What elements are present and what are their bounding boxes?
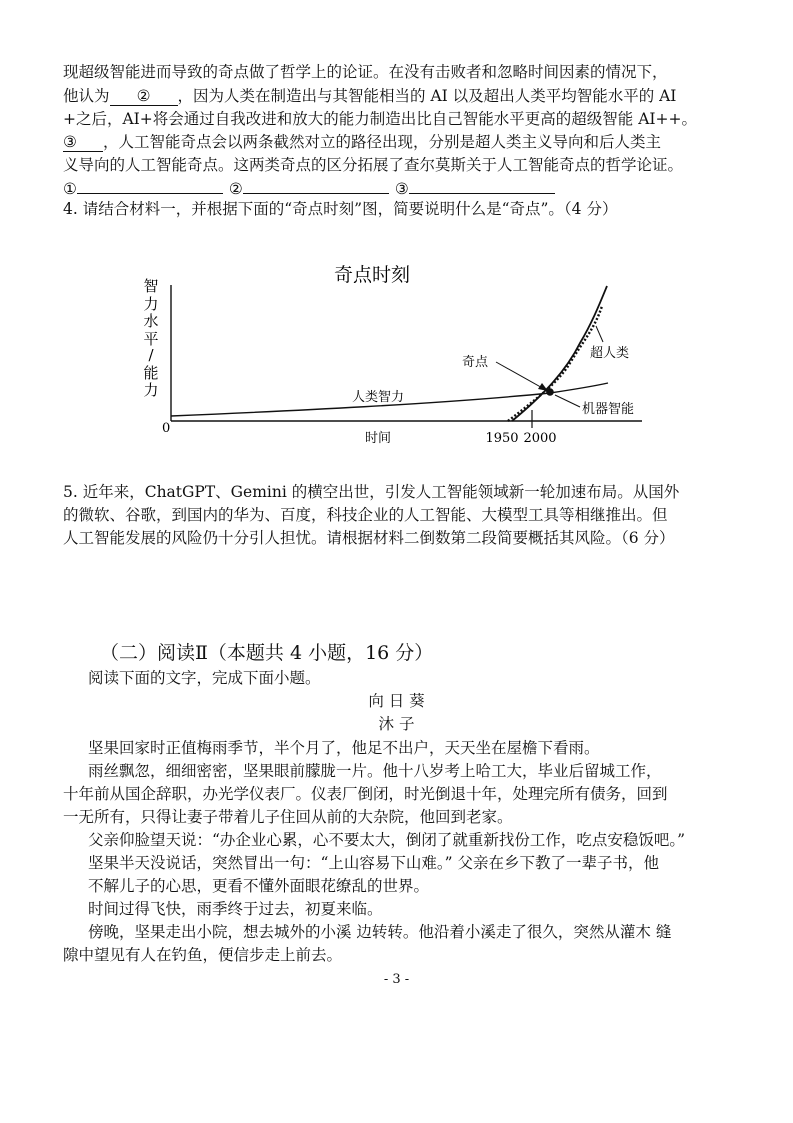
superhuman-label: 超人类 bbox=[590, 346, 630, 361]
story-line: 不解儿子的心思，更看不懂外面眼花缭乱的世界。 bbox=[88, 877, 430, 895]
passage-line-2 bbox=[63, 85, 676, 107]
passage-text: 他认为 bbox=[63, 87, 110, 105]
story-line: 坚果半天没说话，突然冒出一句：“上山容易下山难。” 父亲在乡下教了一辈子书，他 bbox=[88, 854, 660, 872]
tick-label-1950: 1950 bbox=[485, 431, 519, 446]
singularity-point bbox=[546, 388, 554, 396]
story-title: 向 日 葵 bbox=[368, 692, 425, 710]
story-line: 一无所有，只得让妻子带着儿子住回从前的大杂院，他回到老家。 bbox=[63, 808, 513, 826]
y-label-char: 力 bbox=[143, 295, 159, 313]
origin-label: 0 bbox=[162, 421, 171, 436]
machine-pointer bbox=[555, 395, 580, 407]
passage-line-1: 现超级智能进而导致的奇点做了哲学上的论证。在没有击败者和忽略时间因素的情况下， bbox=[63, 63, 668, 81]
blank-3: ③ bbox=[63, 133, 103, 152]
story-line: 十年前从国企辞职，办光学仪表厂。仪表厂倒闭，时光倒退十年，处理完所有债务，回到 bbox=[63, 785, 668, 803]
singularity-arrowhead bbox=[538, 383, 548, 391]
passage-line-4 bbox=[63, 131, 661, 153]
answer-label-3: ③ bbox=[394, 180, 409, 198]
story-line: 父亲仰脸望天说：“办企业心累，心不要太大，倒闭了就重新找份工作，吃点安稳饭吧。” bbox=[88, 831, 686, 849]
y-label-char: / bbox=[148, 346, 154, 364]
question-5-line-1: 5. 近年来，ChatGPT、Gemini 的横空出世，引发人工智能领域新一轮加速布局。从国外 bbox=[63, 483, 680, 501]
question-5-line-3: 人工智能发展的风险仍十分引人担忧。请根据材料二倒数第二段简要概括其风险。（6 分） bbox=[63, 529, 675, 547]
singularity-label: 奇点 bbox=[462, 355, 489, 370]
story-line: 雨丝飘忽，细细密密，坚果眼前朦胧一片。他十八岁考上哈工大，毕业后留城工作， bbox=[88, 762, 662, 780]
question-5-line-2: 的微软、谷歌，到国内的华为、百度，科技企业的人工智能、大模型工具等相继推出。但 bbox=[63, 506, 668, 524]
y-label-char: 平 bbox=[143, 330, 159, 348]
human-intelligence-label: 人类智力 bbox=[352, 390, 405, 405]
y-axis-label bbox=[143, 277, 158, 399]
tick-label-2000: 2000 bbox=[523, 431, 557, 446]
passage-line-5: 义导向的人工智能奇点。这两类奇点的区分拓展了查尔莫斯关于人工智能奇点的哲学论证。 bbox=[63, 156, 684, 174]
story-line: 傍晚，坚果走出小院，想去城外的小溪 边转转。他沿着小溪走了很久，突然从灌木 缝 bbox=[88, 923, 672, 941]
answer-label-2: ② bbox=[228, 180, 243, 198]
answer-label-1: ① bbox=[63, 180, 77, 198]
page-number: - 3 - bbox=[383, 972, 410, 987]
singularity-figure bbox=[140, 258, 660, 453]
answer-blanks bbox=[63, 177, 555, 200]
passage-text: ，因为人类在制造出与其智能相当的 AI 以及超出人类平均智能水平的 AI bbox=[177, 87, 677, 105]
question-4: 4. 请结合材料一，并根据下面的“奇点时刻”图，简要说明什么是“奇点”。（4 分） bbox=[63, 200, 618, 218]
y-label-char: 能 bbox=[143, 364, 159, 382]
blank-2: ② bbox=[110, 87, 178, 106]
superhuman-pointer bbox=[596, 326, 603, 342]
story-line: 坚果回家时正值梅雨季节，半个月了，他足不出户，天天坐在屋檐下看雨。 bbox=[88, 739, 600, 757]
section-instruction: 阅读下面的文字，完成下面小题。 bbox=[88, 669, 321, 687]
story-line: 时间过得飞快，雨季终于过去，初夏来临。 bbox=[88, 900, 383, 918]
passage-text: ，人工智能奇点会以两条截然对立的路径出现，分别是超人类主义导向和后人类主 bbox=[103, 133, 662, 151]
machine-intelligence-label: 机器智能 bbox=[582, 402, 635, 417]
x-axis-label: 时间 bbox=[364, 431, 392, 446]
y-label-char: 智 bbox=[143, 277, 159, 295]
story-author: 沐 子 bbox=[378, 715, 415, 733]
passage-line-3: +之后，AI+将会通过自我改进和放大的能力制造出比自己智能水平更高的超级智能 AI++。 bbox=[63, 110, 698, 128]
singularity-pointer bbox=[496, 362, 546, 390]
y-label-char: 水 bbox=[143, 312, 159, 330]
answer-blank-1[interactable] bbox=[77, 177, 223, 194]
answer-blank-3[interactable] bbox=[409, 177, 555, 194]
section-heading: （二）阅读Ⅱ（本题共 4 小题，16 分） bbox=[100, 642, 434, 664]
figure-title: 奇点时刻 bbox=[333, 264, 411, 286]
story-line: 隙中望见有人在钓鱼，便信步走上前去。 bbox=[63, 946, 343, 964]
answer-blank-2[interactable] bbox=[243, 177, 389, 194]
y-label-char: 力 bbox=[143, 381, 159, 399]
